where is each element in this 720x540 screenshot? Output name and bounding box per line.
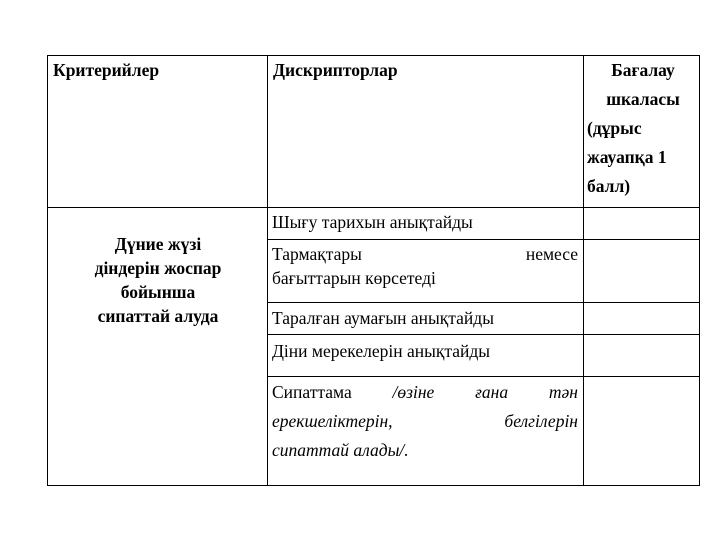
descriptor-1: Шығу тарихын анықтайды <box>272 212 473 232</box>
criterion-cell <box>51 232 265 328</box>
score-cell[interactable] <box>584 303 699 334</box>
descriptor-2-word: Тармақтары <box>272 244 362 264</box>
score-cell[interactable] <box>584 240 699 302</box>
score-cell[interactable] <box>584 377 699 485</box>
criterion-line: Дүние жүзі <box>114 234 202 254</box>
header-descriptors: Дискрипторлар <box>273 60 398 80</box>
header-scale-line: балл) <box>587 176 631 196</box>
score-cell[interactable] <box>584 335 699 376</box>
header-scale-line: шкаласы <box>606 89 680 109</box>
descriptor-5-word: /өзіне <box>392 382 435 402</box>
table-border-top <box>47 55 700 56</box>
header-scale-line: жауапқа 1 <box>587 147 667 167</box>
descriptor-5-word: Сипаттама <box>272 382 352 402</box>
assessment-table <box>47 55 700 486</box>
table-border-left <box>47 55 48 486</box>
criterion-line: діндерін жоспар <box>94 258 222 278</box>
header-scale-line: Бағалау <box>611 60 675 80</box>
descriptor-5-word: тән <box>548 382 578 402</box>
descriptor-2 <box>272 242 578 290</box>
criterion-line: бойынша <box>120 282 196 302</box>
descriptor-5 <box>272 378 578 465</box>
descriptor-5-word: ғана <box>475 382 509 402</box>
criterion-line: сипаттай алуда <box>97 306 219 326</box>
header-scale-line: (дұрыс <box>587 118 642 138</box>
column-divider <box>267 55 268 486</box>
descriptor-2-word: немесе <box>525 244 578 264</box>
header-criteria: Критерийлер <box>53 60 160 80</box>
descriptor-3: Таралған аумағын анықтайды <box>272 308 494 328</box>
descriptor-5-line: сипаттай алады/. <box>272 440 409 460</box>
descriptor-5-word: белгілерін <box>504 411 578 431</box>
table-border-right <box>699 55 700 486</box>
score-cell[interactable] <box>584 208 699 239</box>
header-scale <box>587 58 699 203</box>
descriptor-4: Діни мерекелерін анықтайды <box>272 341 490 361</box>
descriptor-5-word: ерекшеліктерін, <box>272 411 393 431</box>
descriptor-2-line: бағыттарын көрсетеді <box>272 268 436 288</box>
table-border-bottom <box>47 485 700 486</box>
